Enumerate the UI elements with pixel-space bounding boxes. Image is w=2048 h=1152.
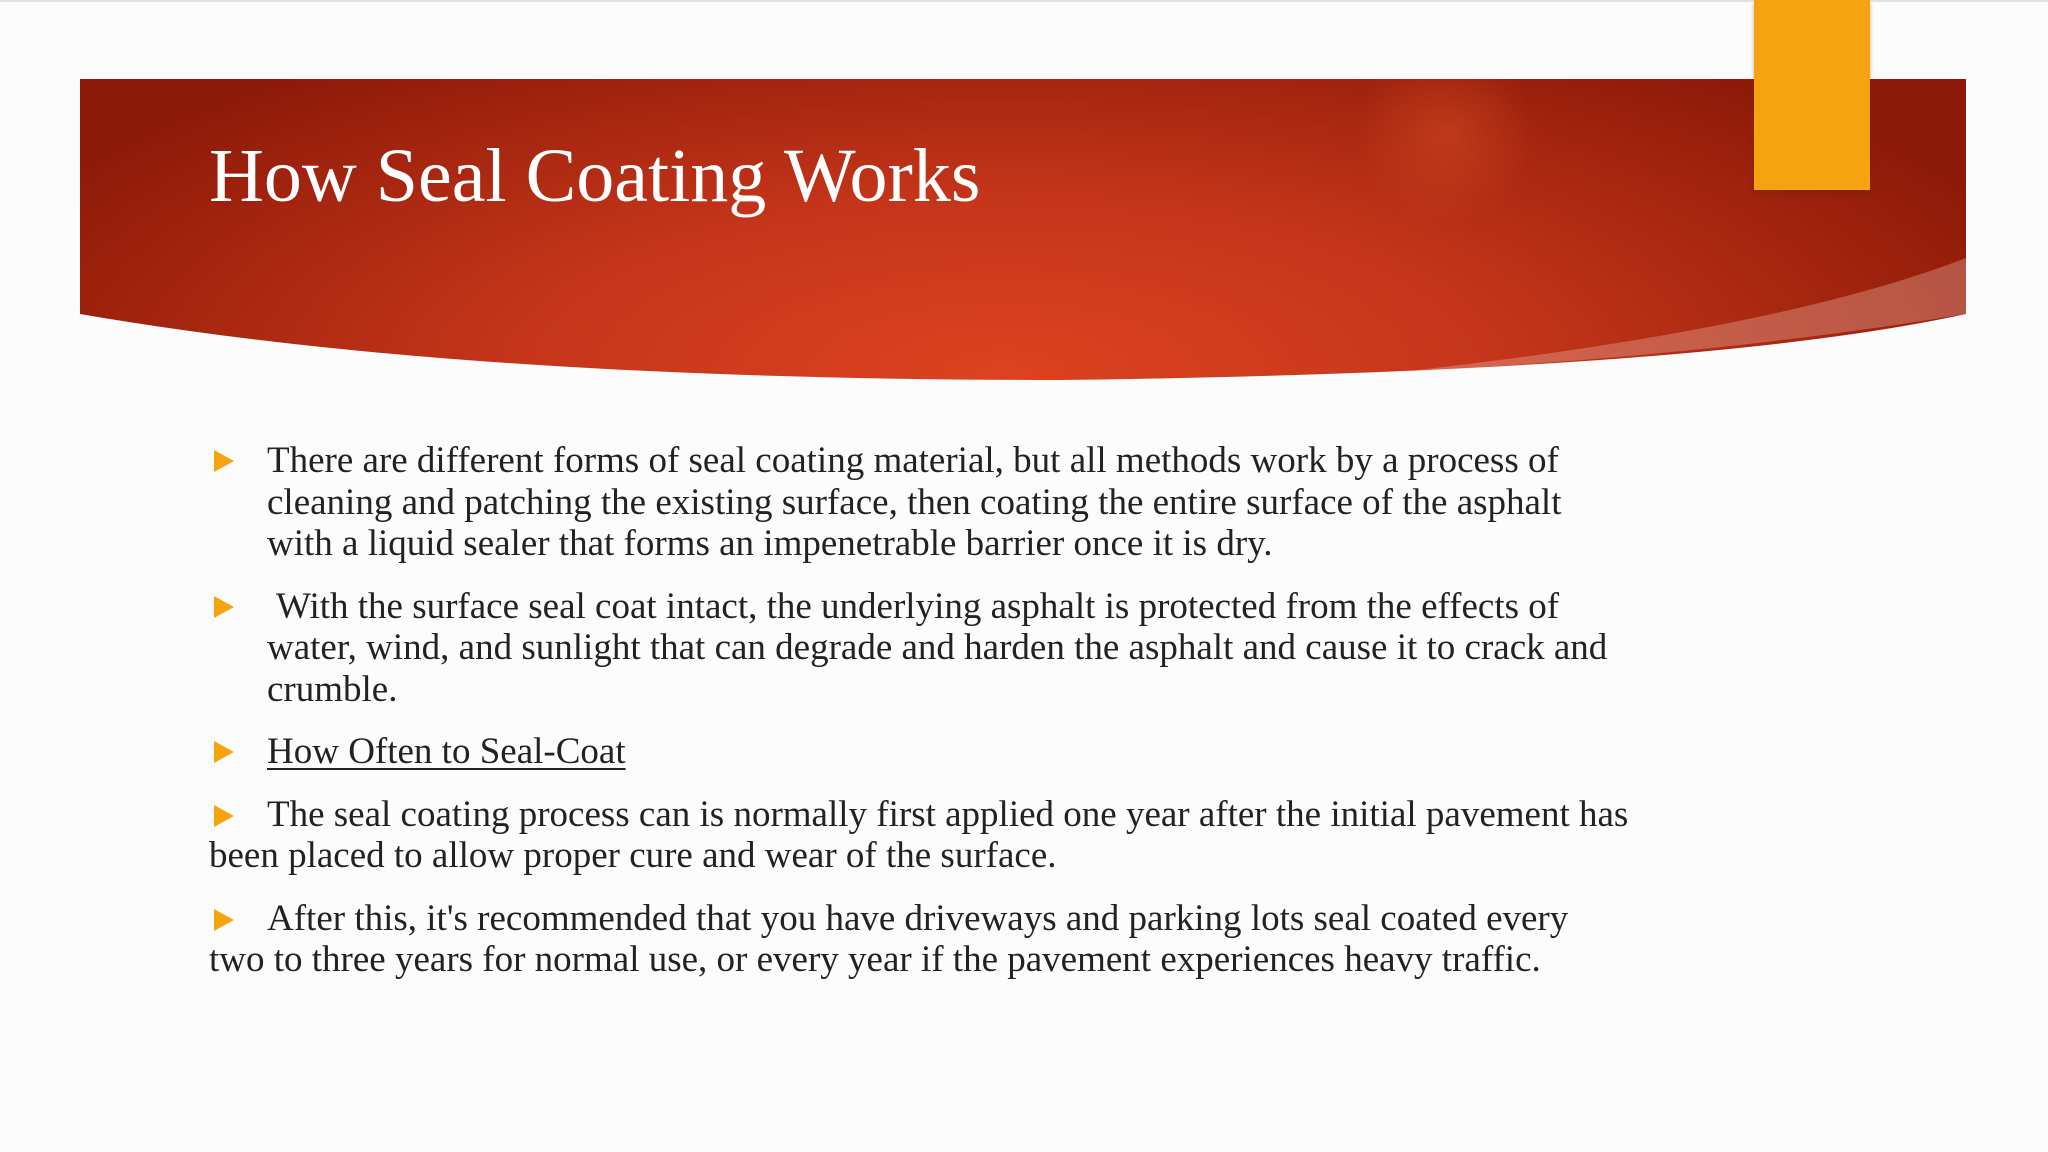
triangle-right-icon	[214, 450, 234, 472]
bullet-item	[209, 440, 1629, 565]
triangle-right-icon	[214, 596, 234, 618]
bullet-list	[209, 440, 1629, 1002]
slide-title: How Seal Coating Works	[209, 134, 981, 218]
bullet-item	[209, 731, 1629, 773]
accent-tab	[1754, 0, 1870, 190]
triangle-right-icon	[214, 909, 234, 931]
bullet-text: The seal coating process can is normally first applied one year after the initial pavement has been placed to allow proper cure and wear of the surface.	[209, 793, 1629, 876]
bullet-item	[209, 898, 1629, 981]
bullet-text: With the surface seal coat intact, the underlying asphalt is protected from the effects of water, wind, and sunlight that can degrade and harden the asphalt and cause it to crack and crumble.	[267, 585, 1608, 710]
bullet-text: There are different forms of seal coating material, but all methods work by a process of cleaning and patching the existing surface, then coating the entire surface of the asphalt with a liquid sealer that forms an impenetrable barrier once it is dry.	[267, 440, 1562, 564]
triangle-right-icon	[214, 805, 234, 827]
triangle-right-icon	[214, 741, 234, 763]
bullet-item	[209, 586, 1629, 711]
bullet-text: After this, it's recommended that you have driveways and parking lots seal coated every two to three years for normal use, or every year if the pavement experiences heavy traffic.	[209, 897, 1569, 980]
bullet-item	[209, 794, 1629, 877]
subheading-link-text: How Often to Seal-Coat	[267, 731, 626, 772]
